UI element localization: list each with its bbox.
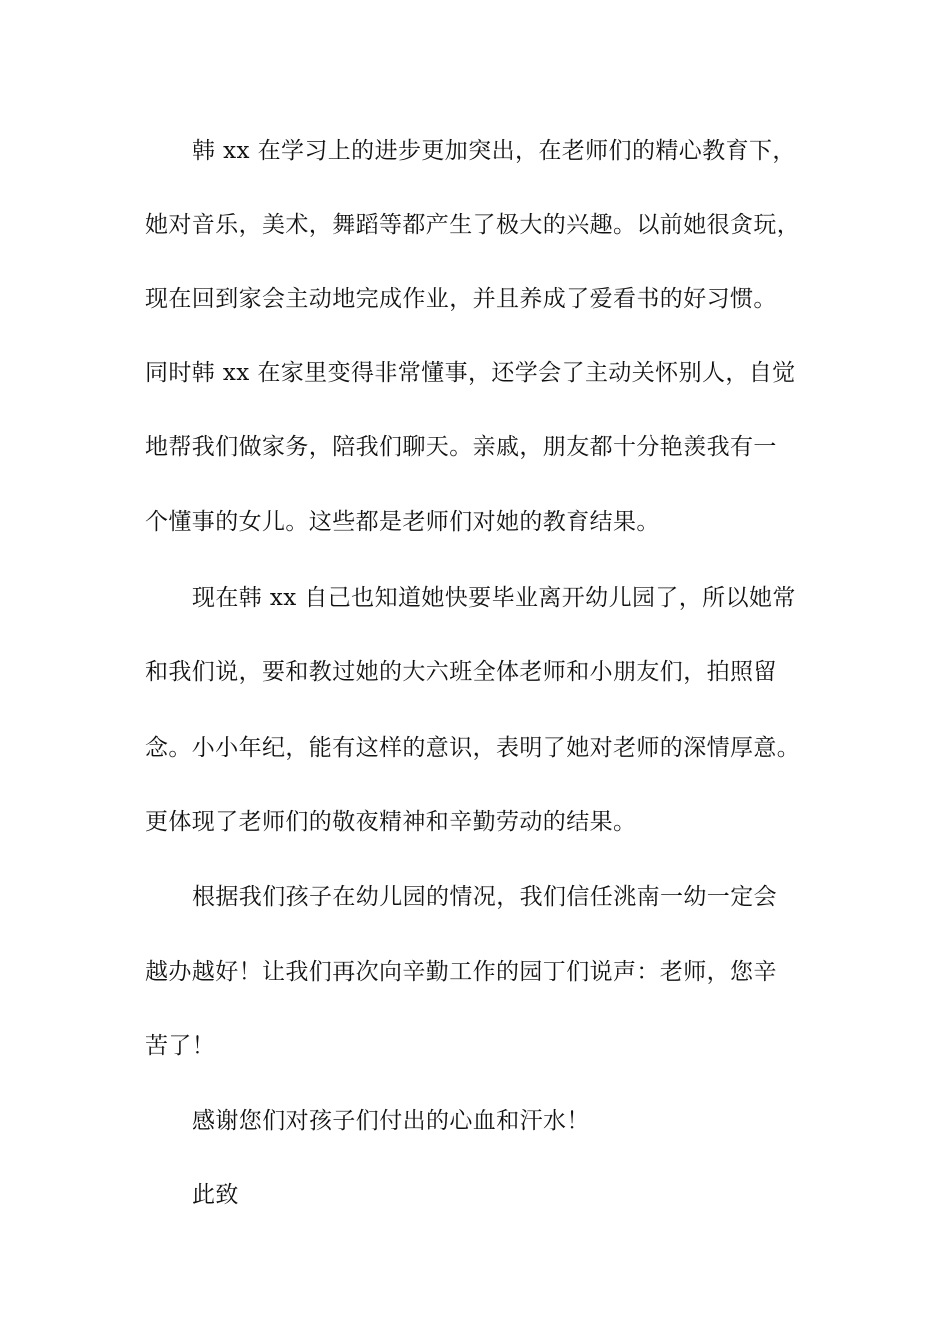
paragraph-1-line-2: 她对音乐，美术，舞蹈等都产生了极大的兴趣。以前她很贪玩， (145, 212, 801, 238)
paragraph-1-line-4: 同时韩 xx 在家里变得非常懂事，还学会了主动关怀别人，自觉 (145, 360, 796, 386)
thanks-line: 感谢您们对孩子们付出的心血和汗水！ (192, 1108, 590, 1134)
paragraph-2-line-2: 和我们说，要和教过她的大六班全体老师和小朋友们，拍照留 (145, 659, 777, 685)
paragraph-1-line-1: 韩 xx 在学习上的进步更加突出，在老师们的精心教育下， (192, 138, 796, 164)
closing-salutation: 此致 (192, 1182, 239, 1208)
paragraph-2-line-1: 现在韩 xx 自己也知道她快要毕业离开幼儿园了，所以她常 (192, 585, 796, 611)
paragraph-2-line-3: 念。小小年纪，能有这样的意识，表明了她对老师的深情厚意。 (145, 735, 801, 761)
paragraph-3-line-3: 苦了！ (145, 1033, 216, 1059)
paragraph-3-line-2: 越办越好！让我们再次向辛勤工作的园丁们说声：老师，您辛 (145, 959, 777, 985)
paragraph-1-line-5: 地帮我们做家务，陪我们聊天。亲戚，朋友都十分艳羡我有一 (145, 434, 777, 460)
paragraph-2-line-4: 更体现了老师们的敬夜精神和辛勤劳动的结果。 (145, 809, 637, 835)
paragraph-1-line-3: 现在回到家会主动地完成作业，并且养成了爱看书的好习惯。 (145, 286, 777, 312)
paragraph-1-line-6: 个懂事的女儿。这些都是老师们对她的教育结果。 (145, 509, 660, 535)
paragraph-3-line-1: 根据我们孩子在幼儿园的情况，我们信任洮南一幼一定会 (192, 884, 777, 910)
